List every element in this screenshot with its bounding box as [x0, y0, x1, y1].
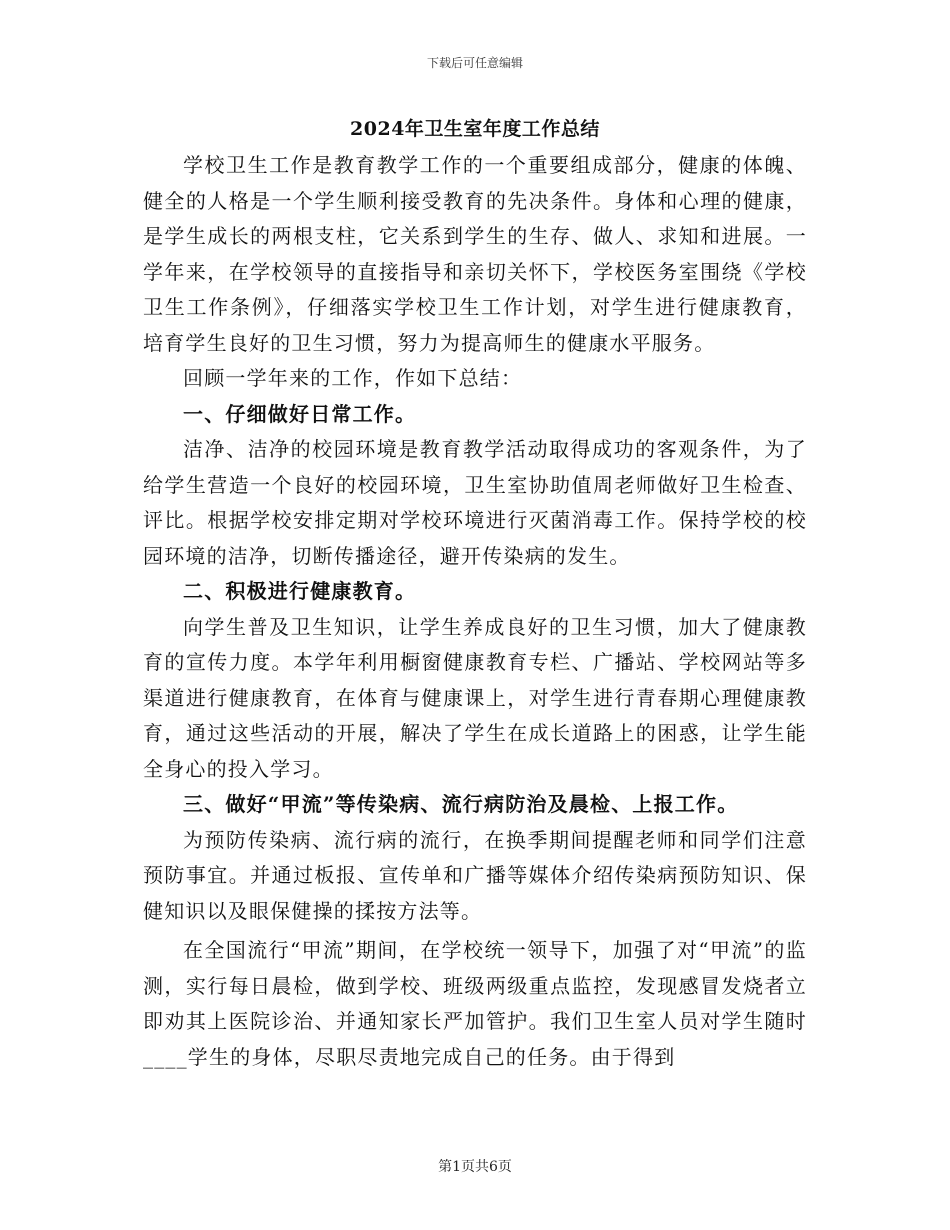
document-title: 2024年卫生室年度工作总结	[350, 118, 600, 140]
section-heading-3: 三、做好“甲流”等传染病、流行病防治及晨检、上报工作。	[183, 792, 739, 816]
section-heading-2: 二、积极进行健康教育。	[183, 579, 417, 603]
paragraph-section-1: 洁净、洁净的校园环境是教育教学活动取得成功的客观条件，为了给学生营造一个良好的校园环境，卫生室协助值周老师做好卫生检查、评比。根据学校安排定期对学校环境进行灭菌消毒工作。保持学校的校园环境的洁净，切断传播途径，避开传染病的发生。	[143, 437, 807, 568]
section-heading-1: 一、仔细做好日常工作。	[183, 401, 417, 426]
paragraph-intro: 学校卫生工作是教育教学工作的一个重要组成部分，健康的体魄、健全的人格是一个学生顺利接受教育的先决条件。身体和心理的健康，是学生成长的两根支柱，它关系到学生的生存、做人、求知和进展。一学年来，在学校领导的直接指导和亲切关怀下，学校医务室围绕《学校卫生工作条例》，仔细落实学校卫生工作计划，对学生进行健康教育，培育学生良好的卫生习惯，努力为提高师生的健康水平服务。	[143, 153, 807, 355]
paragraph-review: 回顾一学年来的工作，作如下总结：	[183, 366, 523, 390]
paragraph-section-3a: 为预防传染病、流行病的流行，在换季期间提醒老师和同学们注意预防事宜。并通过板报、宣传单和广播等媒体介绍传染病预防知识、保健知识以及眼保健操的揉按方法等。	[143, 827, 807, 923]
page-footer: 第1页共6页	[438, 1159, 512, 1175]
paragraph-section-3b: 在全国流行“甲流”期间，在学校统一领导下，加强了对“甲流”的监测，实行每日晨检，做到学校、班级两级重点监控，发现感冒发烧者立即劝其上医院诊治、并通知家长严加管护。我们卫生室人员对学生随时____学生的身体，尽职尽责地完成自己的任务。由于得到	[143, 938, 807, 1069]
header-note: 下载后可任意编辑	[426, 56, 523, 70]
paragraph-section-2: 向学生普及卫生知识，让学生养成良好的卫生习惯，加大了健康教育的宣传力度。本学年利用橱窗健康教育专栏、广播站、学校网站等多渠道进行健康教育，在体育与健康课上，对学生进行青春期心理健康教育，通过这些活动的开展，解决了学生在成长道路上的困惑，让学生能全身心的投入学习。	[143, 614, 807, 781]
document-body	[143, 148, 807, 1075]
